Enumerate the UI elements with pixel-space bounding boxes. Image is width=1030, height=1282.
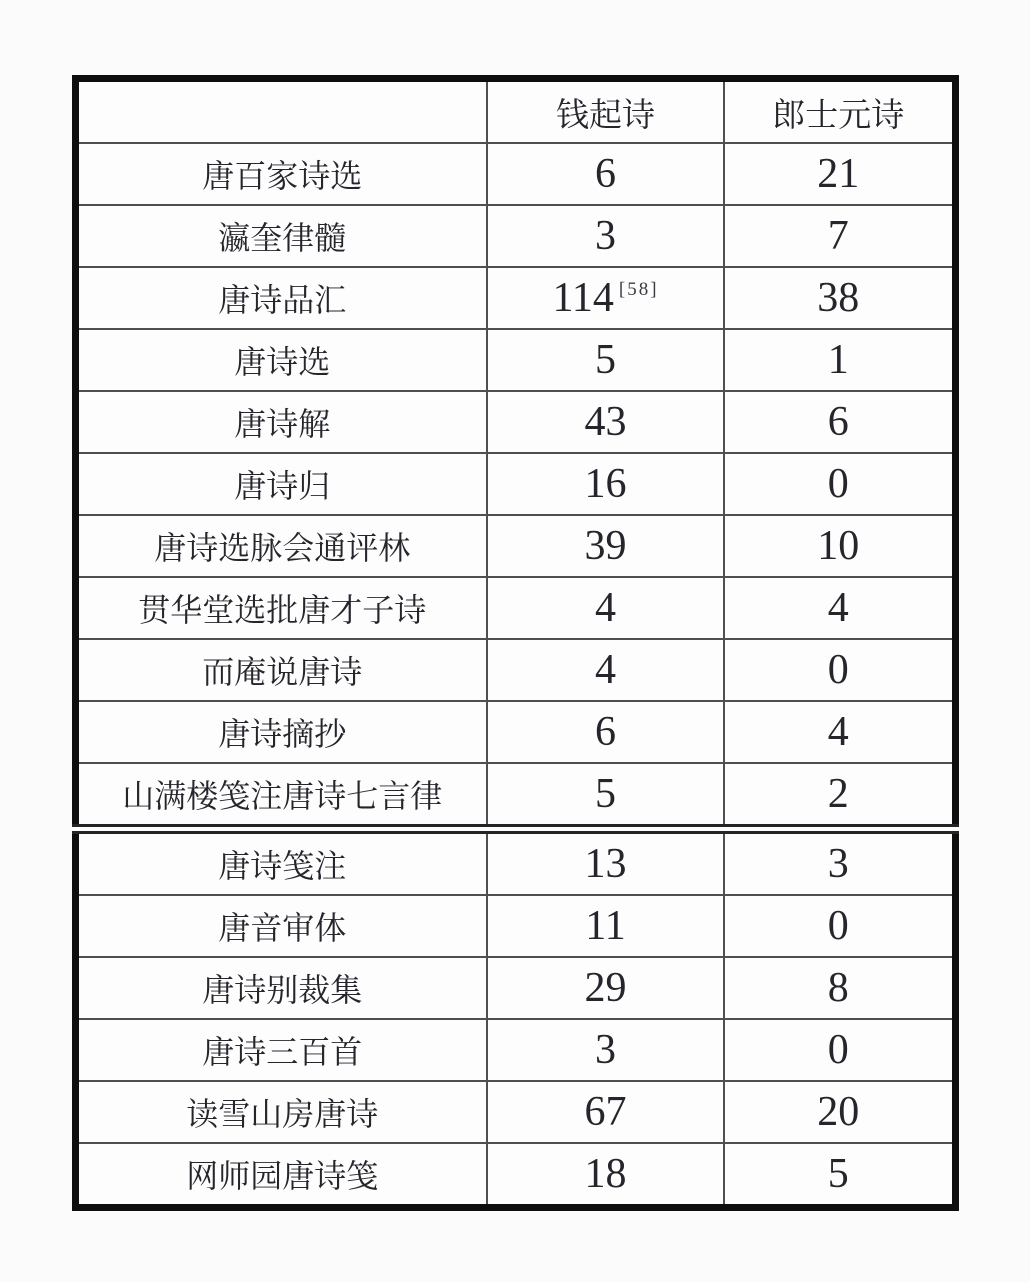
table-row <box>75 639 955 701</box>
qianqi-count-value: 29 <box>584 965 627 1011</box>
qianqi-count-value: 11 <box>585 903 626 949</box>
qianqi-count-value: 13 <box>584 841 627 887</box>
qianqi-count-value: 4 <box>595 585 616 631</box>
langshiyuan-count-cell: 4 <box>724 577 955 639</box>
table-row <box>75 1019 955 1081</box>
header-row <box>75 79 955 144</box>
table-row <box>75 453 955 515</box>
qianqi-count-value: 18 <box>584 1151 627 1197</box>
qianqi-count-value: 3 <box>595 1027 616 1073</box>
anthology-name: 唐诗三百首 <box>75 1019 487 1081</box>
langshiyuan-count-cell: 38 <box>724 267 955 329</box>
qianqi-count-value: 67 <box>584 1089 627 1135</box>
anthology-name: 唐诗别裁集 <box>75 957 487 1019</box>
anthology-name: 唐诗笺注 <box>75 829 487 895</box>
anthology-name: 贯华堂选批唐才子诗 <box>75 577 487 639</box>
qianqi-count-cell <box>487 701 724 763</box>
table-row <box>75 577 955 639</box>
qianqi-count-value: 16 <box>584 461 627 507</box>
qianqi-count-value: 39 <box>584 523 627 569</box>
anthology-name: 唐诗归 <box>75 453 487 515</box>
qianqi-count-value: 114 <box>552 275 614 321</box>
qianqi-count-cell <box>487 957 724 1019</box>
qianqi-count-cell <box>487 329 724 391</box>
qianqi-count-cell <box>487 829 724 895</box>
anthology-name: 唐诗选脉会通评林 <box>75 515 487 577</box>
qianqi-count-value: 43 <box>584 399 627 445</box>
langshiyuan-count-cell: 0 <box>724 453 955 515</box>
langshiyuan-count-cell: 5 <box>724 1143 955 1208</box>
header-qianqi-poems: 钱起诗 <box>487 79 724 144</box>
anthology-name: 唐诗摘抄 <box>75 701 487 763</box>
table-row <box>75 1081 955 1143</box>
anthology-name: 而庵说唐诗 <box>75 639 487 701</box>
langshiyuan-count-cell: 0 <box>724 895 955 957</box>
langshiyuan-count-cell: 0 <box>724 1019 955 1081</box>
anthology-name: 网师园唐诗笺 <box>75 1143 487 1208</box>
qianqi-count-cell <box>487 267 724 329</box>
table-row <box>75 701 955 763</box>
anthology-name: 唐诗品汇 <box>75 267 487 329</box>
langshiyuan-count-cell: 10 <box>724 515 955 577</box>
qianqi-count-cell <box>487 391 724 453</box>
anthology-name: 唐音审体 <box>75 895 487 957</box>
anthology-name: 读雪山房唐诗 <box>75 1081 487 1143</box>
qianqi-count-value: 6 <box>595 709 616 755</box>
anthology-name: 唐诗选 <box>75 329 487 391</box>
qianqi-count-value: 4 <box>595 647 616 693</box>
table-row <box>75 1143 955 1208</box>
table-row <box>75 143 955 205</box>
qianqi-count-cell <box>487 1019 724 1081</box>
table-row <box>75 895 955 957</box>
langshiyuan-count-cell: 6 <box>724 391 955 453</box>
header-anthology-column <box>75 79 487 144</box>
header-langshiyuan-poems: 郎士元诗 <box>724 79 955 144</box>
langshiyuan-count-cell: 21 <box>724 143 955 205</box>
langshiyuan-count-cell: 0 <box>724 639 955 701</box>
table-row <box>75 329 955 391</box>
qianqi-count-cell <box>487 143 724 205</box>
anthology-name: 唐百家诗选 <box>75 143 487 205</box>
qianqi-count-cell <box>487 763 724 829</box>
langshiyuan-count-cell: 20 <box>724 1081 955 1143</box>
anthology-comparison-table <box>72 75 959 1211</box>
table-row <box>75 391 955 453</box>
qianqi-count-cell <box>487 1081 724 1143</box>
table-row <box>75 829 955 895</box>
qianqi-count-cell <box>487 577 724 639</box>
langshiyuan-count-cell: 8 <box>724 957 955 1019</box>
qianqi-count-cell <box>487 639 724 701</box>
langshiyuan-count-cell: 4 <box>724 701 955 763</box>
anthology-name: 瀛奎律髓 <box>75 205 487 267</box>
qianqi-count-cell <box>487 1143 724 1208</box>
table-row <box>75 205 955 267</box>
langshiyuan-count-cell: 7 <box>724 205 955 267</box>
qianqi-count-value: 3 <box>595 213 616 259</box>
qianqi-count-value: 6 <box>595 151 616 197</box>
footnote-ref: [58] <box>618 279 659 300</box>
table-header <box>75 79 955 144</box>
table-row <box>75 957 955 1019</box>
table-row <box>75 763 955 829</box>
langshiyuan-count-cell: 1 <box>724 329 955 391</box>
qianqi-count-cell <box>487 205 724 267</box>
anthology-name: 唐诗解 <box>75 391 487 453</box>
table-row <box>75 515 955 577</box>
anthology-name: 山满楼笺注唐诗七言律 <box>75 763 487 829</box>
table-row <box>75 267 955 329</box>
qianqi-count-value: 5 <box>595 771 616 817</box>
qianqi-count-value: 5 <box>595 337 616 383</box>
langshiyuan-count-cell: 2 <box>724 763 955 829</box>
table-body <box>75 143 955 1208</box>
qianqi-count-cell <box>487 515 724 577</box>
langshiyuan-count-cell: 3 <box>724 829 955 895</box>
qianqi-count-cell <box>487 895 724 957</box>
qianqi-count-cell <box>487 453 724 515</box>
